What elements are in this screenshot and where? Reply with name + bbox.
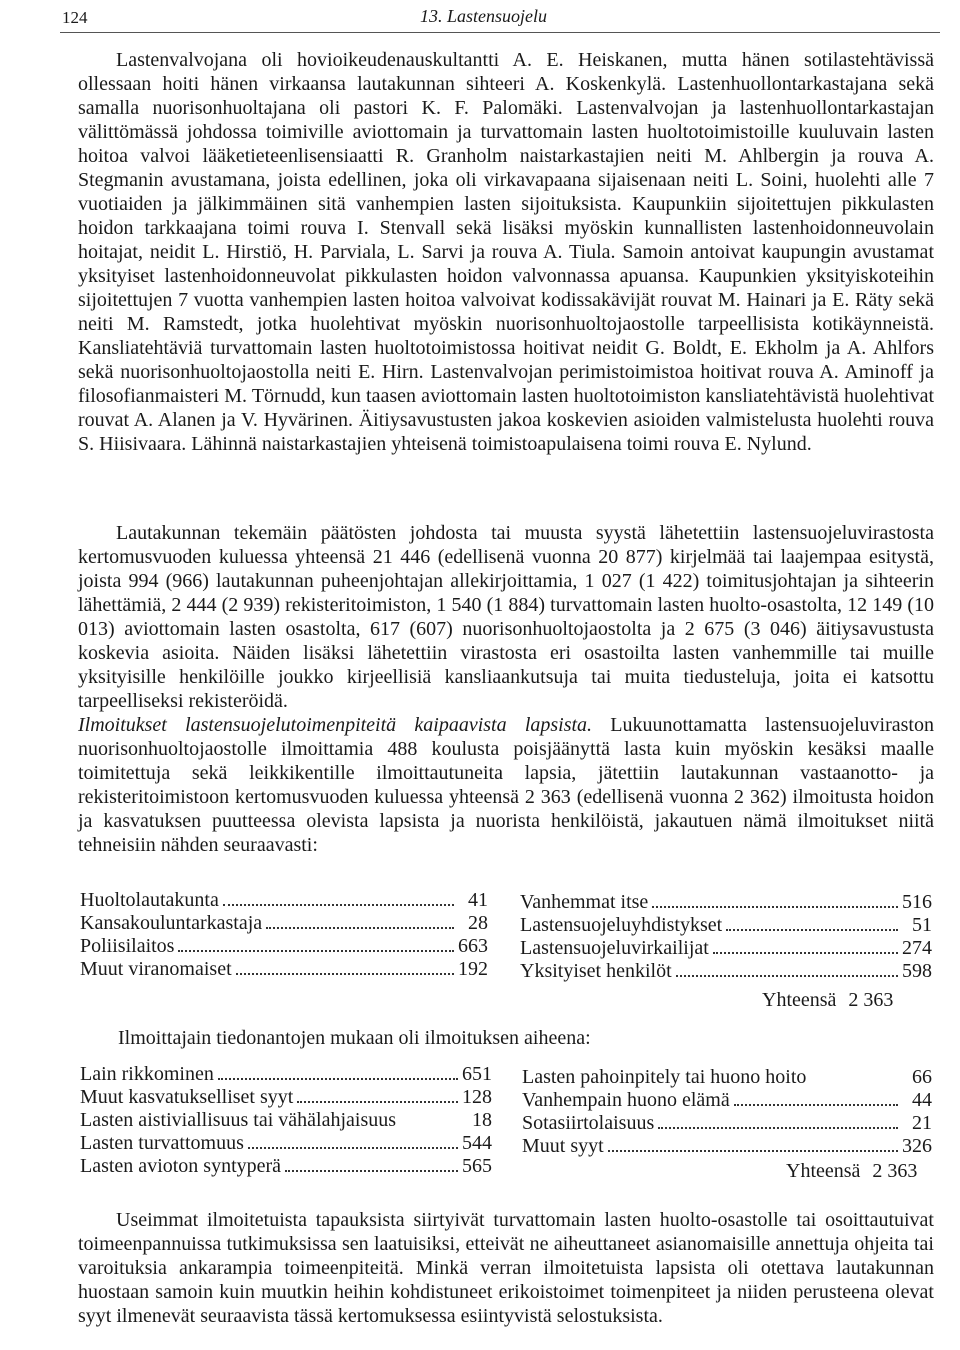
list-item: Kansakouluntarkastaja 28 [80, 912, 488, 934]
paragraph-text: Lukuunottamatta lastensuojeluviraston nuorisonhuoltojaostolle ilmoittamia 488 koulusta poisjäänyttä lasta kuin myöskin kesäksi maalle toimitettuja sekä leikkikentille ilmoittautuneita lapsia, jätettiin lautakunnan vastaanotto- ja rekisteritoimistoon kertomusvuoden kuluessa yhteensä 2 363 (edellisenä vuonna 2 362) ilmoitusta hoidon ja kasvatuksen puutteessa olevista lapsista ja nuorista henkilöistä, jakautuen nämä ilmoitukset niitä tehneisiin nähden seuraavasti: [78, 714, 934, 856]
list-item: Sotasiirtolaisuus 21 [522, 1112, 932, 1134]
list-item: Lastensuojeluyhdistykset 51 [520, 914, 932, 936]
list-item: Lasten turvattomuus 544 [80, 1132, 492, 1154]
paragraph-outcome [78, 1208, 934, 1328]
reasons-total [786, 1160, 917, 1183]
running-title: 13. Lastensuojelu [420, 6, 548, 26]
reasons-list-left [80, 1063, 492, 1178]
reporters-list-left [80, 889, 488, 981]
list-item: Muut viranomaiset 192 [80, 958, 488, 980]
total-value: 2 363 [848, 989, 894, 1011]
section-lead: Ilmoitukset lastensuojelutoimenpiteitä kaipaavista lapsista. [78, 714, 593, 736]
list-item: Muut syyt 326 [522, 1135, 932, 1157]
total-value: 2 363 [872, 1160, 918, 1182]
page-number: 124 [62, 8, 88, 27]
list-item: Muut kasvatukselliset syyt 128 [80, 1086, 492, 1108]
reporters-list-right [520, 891, 932, 983]
paragraph-correspondence [78, 521, 934, 857]
list-item: Huoltolautakunta 41 [80, 889, 488, 911]
reporters-total [762, 989, 893, 1012]
paragraph-text: Useimmat ilmoitetuista tapauksista siirtyivät turvattomain lasten huolto-osastolle tai osoittautuivat toimeenpannuissa tutkimuksissa sen laatuisiksi, etteivät ne aiheuttaneet asianomaisille annettuja ohjeita tai varoituksia ankarampia toimeenpiteitä. Minkä verran ilmoitetuista lapsista oli otettava lautakunnan huostaan samoin kuin muutkin heihin kohdistuneet erikoistoimet toimenpiteet ja niiden perusteena olevat syyt ilmenevät seuraavista tässä kertomuksessa esiintyvistä selostuksista. [78, 1209, 934, 1327]
reasons-intro: Ilmoittajain tiedonantojen mukaan oli ilmoituksen aiheena: [118, 1027, 591, 1049]
list-item: Lain rikkominen 651 [80, 1063, 492, 1085]
list-item: Lasten avioton syntyperä 565 [80, 1155, 492, 1177]
page-header [60, 2, 940, 33]
total-label: Yhteensä [786, 1160, 861, 1182]
list-item: Yksityiset henkilöt 598 [520, 960, 932, 982]
paragraph-staff [78, 48, 934, 456]
list-item: Lastensuojeluvirkailijat 274 [520, 937, 932, 959]
paragraph-text: Lastenvalvojana oli hovioikeudenauskultantti A. E. Heiskanen, mutta hänen sotilastehtävissä ollessaan hoiti hänen virkaansa lautakunnan sihteeri A. Koskenkylä. Lastenhuollontarkastajana sekä samalla nuorisonhuoltajana oli pastori K. F. Palomäki. Lastenvalvojan ja lastenhuollontarkastajan välittömässä johdossa toimiville aviottomain ja turvattomain lasten huoltotoimistoille kuuluvain lasten hoitoa valvoi lääketieteenlisensiaatti R. Granholm naistarkastajien neiti M. Ahlbergin ja rouva A. Stegmanin avustamana, joista edellinen, joka oli virkavapaana sijaisenaan neiti L. Soini, huolehti alle 7 vuotiaiden ja jälkimmäinen sitä vanhempien lasten sijoituksista. Kaupunkiin sijoitettujen pikkulasten hoidon tarkkaajana toimi rouva I. Stenvall sekä lisäksi myöskin kunnallisten lastenhoidonneuvolain hoitajat, neidit L. Hirstiö, H. Parviala, L. Sarvi ja rouva A. Tiula. Samoin antoivat kaupungin avustamat yksityiset lastenhoidonneuvolat pikkulasten hoidon valvonnassa apuansa. Kaupunkien yksityiskoteihin sijoitettujen 7 vuotta vanhempien lasten hoitoa valvoivat kodissakävijät rouvat M. Hainari ja E. Räty sekä neiti M. Ramstedt, jotka huolehtivat myöskin nuorisonhuoltojaostolle tarpeellisista kotikäynneistä. Kansliatehtäviä turvattomain lasten huoltotoimistossa hoitivat neidit G. Boldt, E. Ekholm ja A. Ahlfors sekä nuorisonhuoltojaostolla neiti E. Hirn. Lastenvalvojan perimistoimistoa hoitivat rouva A. Aminoff ja filosofianmaisteri M. Törnudd, kun taasen aviottomain lasten huoltotoimiston kansliatehtävistä huolehtivat rouvat A. Alanen ja V. Hyvärinen. Äitiysavustusten jakoa koskevien asioiden valmistelusta huolehti rouva S. Hiisivaara. Lähinnä naistarkastajien yhteisenä toimistoapulaisena toimi rouva E. Nylund. [78, 49, 934, 455]
reasons-list-right [522, 1066, 932, 1158]
list-item: Lasten aistiviallisuus tai vähälahjaisuus 18 [80, 1109, 492, 1131]
list-item: Lasten pahoinpitely tai huono hoito 66 [522, 1066, 932, 1088]
list-item: Vanhempain huono elämä 44 [522, 1089, 932, 1111]
list-item: Poliisilaitos 663 [80, 935, 488, 957]
paragraph-text: Lautakunnan tekemäin päätösten johdosta tai muusta syystä lähetettiin lastensuojeluvirastosta kertomusvuoden kuluessa yhteensä 21 446 (edellisenä vuonna 20 877) kirjelmää tai laajempaa esitystä, joista 994 (966) lautakunnan puheenjohtajan allekirjoittamia, 1 027 (1 422) toimitusjohtajan ja sihteerin lähettämiä, 2 444 (2 939) rekisteritoimiston, 1 540 (1 884) turvattomain lasten huolto-osastolta, 12 149 (10 013) aviottomain lasten osastolta, 617 (607) nuorisonhuoltojaostolta ja 2 675 (3 046) äitiysavustusta koskevia asioita. Näiden lisäksi lähetettiin virastosta eri osastoilta lasten vanhemmille tai muille yksityisille henkilöille joukko kirjeellisiä kansliaankutsuja tai muita tiedusteluja, joita ei katsottu tarpeelliseksi rekisteröidä. [78, 522, 934, 712]
list-item: Vanhemmat itse 516 [520, 891, 932, 913]
total-label: Yhteensä [762, 989, 837, 1011]
